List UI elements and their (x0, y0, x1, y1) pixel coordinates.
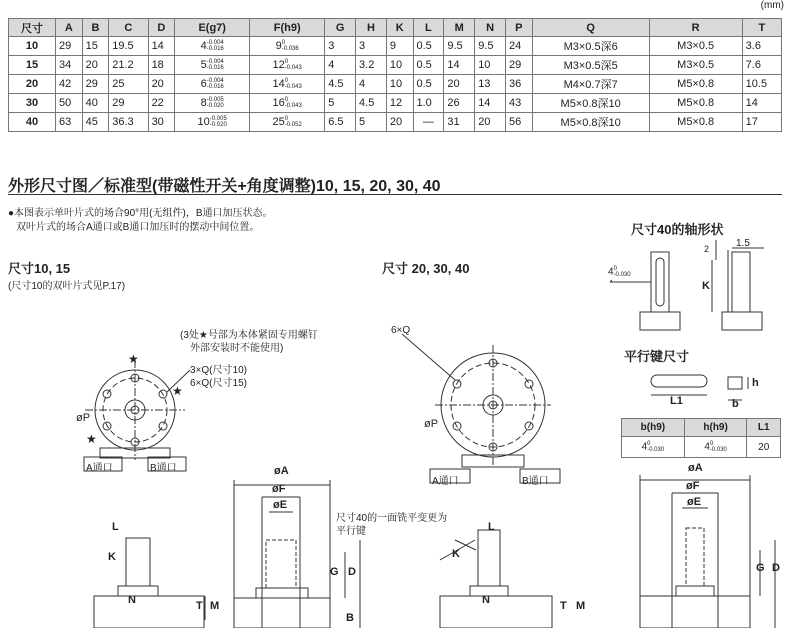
cell-t: 14 (742, 94, 781, 113)
table-row (9, 75, 782, 94)
col-header: C (109, 19, 148, 37)
col-header: 尺寸 (9, 19, 56, 37)
col-header: L (413, 19, 444, 37)
far-a-label: øA (688, 462, 703, 474)
right-l-label: L (488, 521, 495, 533)
col-header: D (148, 19, 175, 37)
shaft-4-label: 40 -0.030 (608, 266, 631, 278)
cell-l: 0.5 (413, 37, 444, 56)
cell-r: M3×0.5 (649, 37, 742, 56)
cell-g: 4.5 (325, 75, 356, 94)
note-text (8, 207, 273, 235)
cell-h: 5 (356, 113, 387, 132)
q6-label: 6×Q (391, 325, 411, 336)
cell-r: M3×0.5 (649, 56, 742, 75)
cell-n: 13 (475, 75, 506, 94)
far-e-label: øE (687, 496, 702, 508)
left-m-label: M (210, 600, 220, 612)
cell-f: 120 -0.043 (250, 56, 325, 75)
shaft-15-label: 1.5 (736, 238, 750, 249)
cell-h: 3 (356, 37, 387, 56)
right-p-label: øP (424, 418, 439, 430)
cell-q: M3×0.5深5 (532, 56, 649, 75)
cell-m: 9.5 (444, 37, 475, 56)
key-l1-label: L1 (670, 395, 683, 407)
cell-a: 50 (56, 94, 83, 113)
cell-k: 10 (386, 75, 413, 94)
cell-e: 10-0.005 -0.020 (175, 113, 250, 132)
cell-q: M5×0.8深10 (532, 94, 649, 113)
callout-line-1: (3处★号部为本体紧固专用螺钉 (180, 330, 318, 341)
cell-t: 17 (742, 113, 781, 132)
dimension-table (8, 18, 782, 132)
col-header: R (649, 19, 742, 37)
left-f-label: øF (272, 483, 286, 495)
cell-d: 20 (148, 75, 175, 94)
col-header: Q (532, 19, 649, 37)
cell-h: 4.5 (356, 94, 387, 113)
cell-n: 14 (475, 94, 506, 113)
q15-label: 6×Q(尺寸15) (190, 378, 247, 389)
cell-d: 14 (148, 37, 175, 56)
left-k-label: K (108, 551, 116, 563)
col-header: M (444, 19, 475, 37)
star-right: ★ (172, 384, 183, 398)
star-left: ★ (86, 432, 97, 446)
cell-m: 31 (444, 113, 475, 132)
left-t-label: T (196, 600, 203, 612)
right-side-view (440, 530, 552, 628)
cell-c: 25 (109, 75, 148, 94)
cell-p: 43 (506, 94, 533, 113)
cell-h: 4 (356, 75, 387, 94)
port-b-right: B通口 (522, 476, 549, 487)
cell-m: 20 (444, 75, 475, 94)
right-view-title: 尺寸 20, 30, 40 (382, 261, 470, 276)
table-row (9, 113, 782, 132)
left-b-label: B (346, 612, 354, 624)
cell-r: M5×0.8 (649, 75, 742, 94)
cell-t: 10.5 (742, 75, 781, 94)
cell-b: 40 (82, 94, 109, 113)
cell-q: M3×0.5深6 (532, 37, 649, 56)
key-b-label: b (732, 398, 739, 410)
left-a-label: øA (274, 465, 289, 477)
unit-label: (mm) (760, 0, 784, 11)
cell-g: 6.5 (325, 113, 356, 132)
cell-g: 3 (325, 37, 356, 56)
cell-r: M5×0.8 (649, 94, 742, 113)
callout-line-2: 外部安装时不能使用) (190, 343, 284, 354)
cell-b: 45 (82, 113, 109, 132)
table-row (9, 56, 782, 75)
cell-g: 5 (325, 94, 356, 113)
cell-e: 5-0.004 -0.016 (175, 56, 250, 75)
col-header: E(g7) (175, 19, 250, 37)
cell-p: 56 (506, 113, 533, 132)
cell-c: 29 (109, 94, 148, 113)
cell-c: 36.3 (109, 113, 148, 132)
cell-a: 29 (56, 37, 83, 56)
left-view-title: 尺寸10, 15 (8, 261, 71, 276)
left-e-label: øE (273, 499, 288, 511)
col-header: K (386, 19, 413, 37)
shaft40-title: 尺寸40的轴形状 (631, 222, 724, 237)
cell-f: 90 -0.036 (250, 37, 325, 56)
port-b-left: B通口 (150, 463, 177, 474)
right-flange-view (402, 334, 560, 483)
right-k-label: K (452, 548, 460, 560)
cell-c: 21.2 (109, 56, 148, 75)
cell-b: 15 (82, 37, 109, 56)
cell-k: 10 (386, 56, 413, 75)
cell-a: 63 (56, 113, 83, 132)
port-a-right: A通口 (432, 476, 459, 487)
key-h-label: h (752, 377, 759, 389)
col-header: A (56, 19, 83, 37)
key-table (621, 418, 781, 458)
cell-g: 4 (325, 56, 356, 75)
cell-b: 20 (82, 56, 109, 75)
cell-q: M5×0.8深10 (532, 113, 649, 132)
shaft-2-label: 2 (704, 244, 710, 254)
cell-d: 30 (148, 113, 175, 132)
cell-f: 250 -0.052 (250, 113, 325, 132)
key-l1-cell: 20 (747, 437, 781, 458)
cell-k: 9 (386, 37, 413, 56)
right-m-label: M (576, 600, 586, 612)
left-p-label: øP (76, 412, 91, 424)
port-a-left: A通口 (86, 463, 113, 474)
left-g-label: G (330, 566, 339, 578)
cell-a: 34 (56, 56, 83, 75)
cell-t: 3.6 (742, 37, 781, 56)
left-d-label: D (348, 566, 356, 578)
note-line-1: ●本图表示单叶片式的场合90°用(无组件)，B通口加压状态。 (8, 208, 273, 219)
right-t-label: T (560, 600, 567, 612)
key-col-header: L1 (747, 419, 781, 437)
col-header: G (325, 19, 356, 37)
shaft-k-label: K (702, 280, 710, 292)
cell-b: 29 (82, 75, 109, 94)
col-header: H (356, 19, 387, 37)
cell-d: 18 (148, 56, 175, 75)
cell-l: 0.5 (413, 56, 444, 75)
left-l-label: L (112, 521, 119, 533)
star-top: ★ (128, 352, 139, 366)
cell-n: 10 (475, 56, 506, 75)
col-header: F(h9) (250, 19, 325, 37)
cell-m: 26 (444, 94, 475, 113)
shaft40-view (610, 240, 764, 330)
flat-note-1: 尺寸40的一面铣平变更为 (336, 513, 448, 524)
cell-size: 20 (9, 75, 56, 94)
cell-l: 0.5 (413, 75, 444, 94)
q10-label: 3×Q(尺寸10) (190, 365, 247, 376)
cell-l: 1.0 (413, 94, 444, 113)
cell-e: 4-0.004 -0.016 (175, 37, 250, 56)
cell-size: 40 (9, 113, 56, 132)
cell-h: 3.2 (356, 56, 387, 75)
cell-t: 7.6 (742, 56, 781, 75)
heading-rule (8, 194, 782, 195)
cell-p: 29 (506, 56, 533, 75)
section-heading: 外形尺寸图／标准型(带磁性开关+角度调整)10, 15, 20, 30, 40 (8, 178, 441, 195)
cell-f: 160 -0.043 (250, 94, 325, 113)
right-n-label: N (482, 594, 490, 606)
cell-c: 19.5 (109, 37, 148, 56)
col-header: N (475, 19, 506, 37)
left-flange-view (84, 360, 190, 471)
cell-l: — (413, 113, 444, 132)
flat-note-2: 平行键 (336, 526, 366, 537)
col-header: P (506, 19, 533, 37)
far-g-label: G (756, 562, 765, 574)
key-h-cell: 40 -0.030 (684, 437, 747, 458)
cell-p: 36 (506, 75, 533, 94)
left-view-subtitle: (尺寸10的双叶片式见P.17) (8, 281, 126, 292)
far-f-label: øF (686, 480, 700, 492)
cell-size: 30 (9, 94, 56, 113)
cell-a: 42 (56, 75, 83, 94)
key-col-header: h(h9) (684, 419, 747, 437)
cell-r: M5×0.8 (649, 113, 742, 132)
col-header: B (82, 19, 109, 37)
cell-n: 9.5 (475, 37, 506, 56)
far-right-view (640, 475, 775, 628)
cell-n: 20 (475, 113, 506, 132)
key-drawing (651, 375, 748, 400)
cell-p: 24 (506, 37, 533, 56)
cell-k: 20 (386, 113, 413, 132)
cell-q: M4×0.7深7 (532, 75, 649, 94)
note-line-2: 双叶片式的场合A通口或B通口加压时的摆动中间位置。 (16, 222, 260, 233)
left-n-label: N (128, 594, 136, 606)
cell-d: 22 (148, 94, 175, 113)
cell-e: 6-0.004 -0.016 (175, 75, 250, 94)
key-col-header: b(h9) (622, 419, 685, 437)
table-header-row (9, 19, 782, 37)
cell-f: 140 -0.043 (250, 75, 325, 94)
far-d-label: D (772, 562, 780, 574)
col-header: T (742, 19, 781, 37)
cell-size: 15 (9, 56, 56, 75)
table-row (9, 94, 782, 113)
table-row (9, 37, 782, 56)
cell-k: 12 (386, 94, 413, 113)
cell-size: 10 (9, 37, 56, 56)
cell-m: 14 (444, 56, 475, 75)
cell-e: 8-0.005 -0.020 (175, 94, 250, 113)
key-b-cell: 40 -0.030 (622, 437, 685, 458)
key-title: 平行键尺寸 (624, 349, 690, 364)
